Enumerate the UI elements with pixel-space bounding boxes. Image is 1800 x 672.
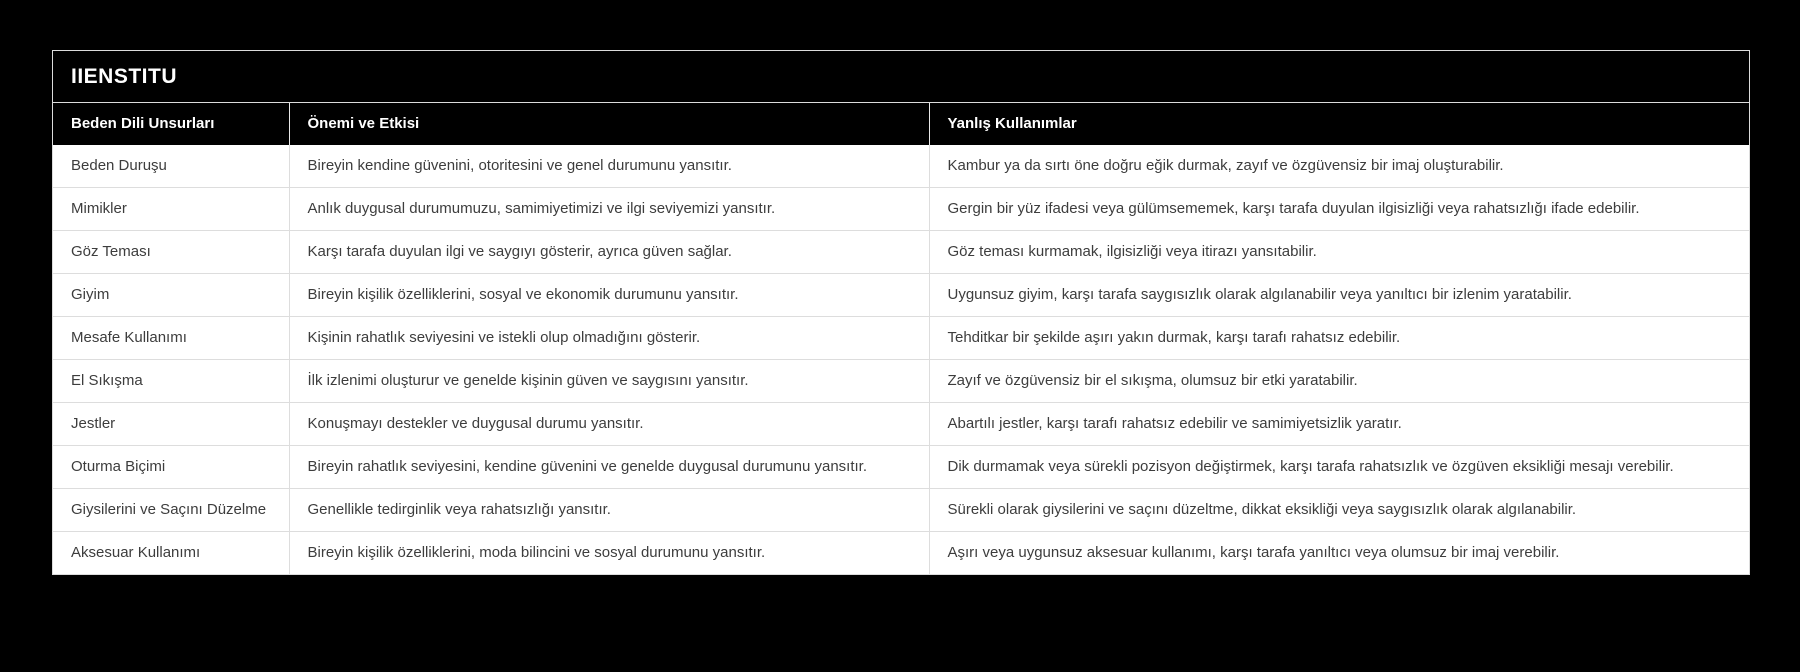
cell-misuse: Abartılı jestler, karşı tarafı rahatsız edebilir ve samimiyetsizlik yaratır. (929, 403, 1749, 446)
body-language-table (53, 103, 1749, 574)
cell-element: Giyim (53, 274, 289, 317)
cell-importance: İlk izlenimi oluşturur ve genelde kişinin güven ve saygısını yansıtır. (289, 360, 929, 403)
cell-misuse: Aşırı veya uygunsuz aksesuar kullanımı, karşı tarafa yanıltıcı veya olumsuz bir imaj verebilir. (929, 532, 1749, 575)
column-header-elements: Beden Dili Unsurları (53, 103, 289, 145)
cell-importance: Anlık duygusal durumumuzu, samimiyetimizi ve ilgi seviyemizi yansıtır. (289, 188, 929, 231)
cell-misuse: Sürekli olarak giysilerini ve saçını düzeltme, dikkat eksikliği veya saygısızlık olarak algılanabilir. (929, 489, 1749, 532)
column-header-importance: Önemi ve Etkisi (289, 103, 929, 145)
content-card (52, 50, 1750, 575)
cell-importance: Bireyin kişilik özelliklerini, sosyal ve ekonomik durumunu yansıtır. (289, 274, 929, 317)
cell-misuse: Dik durmamak veya sürekli pozisyon değiştirmek, karşı tarafa rahatsızlık ve özgüven eksikliği mesajı verebilir. (929, 446, 1749, 489)
table-row (53, 188, 1749, 231)
column-header-misuse: Yanlış Kullanımlar (929, 103, 1749, 145)
table-row (53, 403, 1749, 446)
logo-bar (53, 51, 1749, 103)
cell-importance: Konuşmayı destekler ve duygusal durumu yansıtır. (289, 403, 929, 446)
cell-element: Mesafe Kullanımı (53, 317, 289, 360)
cell-element: El Sıkışma (53, 360, 289, 403)
cell-misuse: Tehditkar bir şekilde aşırı yakın durmak, karşı tarafı rahatsız edebilir. (929, 317, 1749, 360)
cell-element: Jestler (53, 403, 289, 446)
table-row (53, 317, 1749, 360)
table-row (53, 446, 1749, 489)
cell-importance: Bireyin kişilik özelliklerini, moda bilincini ve sosyal durumunu yansıtır. (289, 532, 929, 575)
table-row (53, 274, 1749, 317)
cell-misuse: Gergin bir yüz ifadesi veya gülümsememek, karşı tarafa duyulan ilgisizliği veya rahatsızlığı ifade edebilir. (929, 188, 1749, 231)
cell-misuse: Zayıf ve özgüvensiz bir el sıkışma, olumsuz bir etki yaratabilir. (929, 360, 1749, 403)
cell-element: Beden Duruşu (53, 145, 289, 188)
cell-element: Göz Teması (53, 231, 289, 274)
table-header-row (53, 103, 1749, 145)
table-row (53, 489, 1749, 532)
cell-misuse: Göz teması kurmamak, ilgisizliği veya itirazı yansıtabilir. (929, 231, 1749, 274)
cell-element: Mimikler (53, 188, 289, 231)
table-row (53, 360, 1749, 403)
brand-logo: IIENSTITU (71, 64, 178, 88)
cell-importance: Genellikle tedirginlik veya rahatsızlığı yansıtır. (289, 489, 929, 532)
cell-misuse: Uygunsuz giyim, karşı tarafa saygısızlık olarak algılanabilir veya yanıltıcı bir izlenim yaratabilir. (929, 274, 1749, 317)
table-row (53, 145, 1749, 188)
cell-element: Giysilerini ve Saçını Düzelme (53, 489, 289, 532)
cell-importance: Kişinin rahatlık seviyesini ve istekli olup olmadığını gösterir. (289, 317, 929, 360)
cell-importance: Karşı tarafa duyulan ilgi ve saygıyı gösterir, ayrıca güven sağlar. (289, 231, 929, 274)
table-row (53, 532, 1749, 575)
cell-misuse: Kambur ya da sırtı öne doğru eğik durmak, zayıf ve özgüvensiz bir imaj oluşturabilir. (929, 145, 1749, 188)
table-row (53, 231, 1749, 274)
cell-importance: Bireyin kendine güvenini, otoritesini ve genel durumunu yansıtır. (289, 145, 929, 188)
cell-element: Oturma Biçimi (53, 446, 289, 489)
cell-importance: Bireyin rahatlık seviyesini, kendine güvenini ve genelde duygusal durumunu yansıtır. (289, 446, 929, 489)
table-body (53, 145, 1749, 574)
cell-element: Aksesuar Kullanımı (53, 532, 289, 575)
